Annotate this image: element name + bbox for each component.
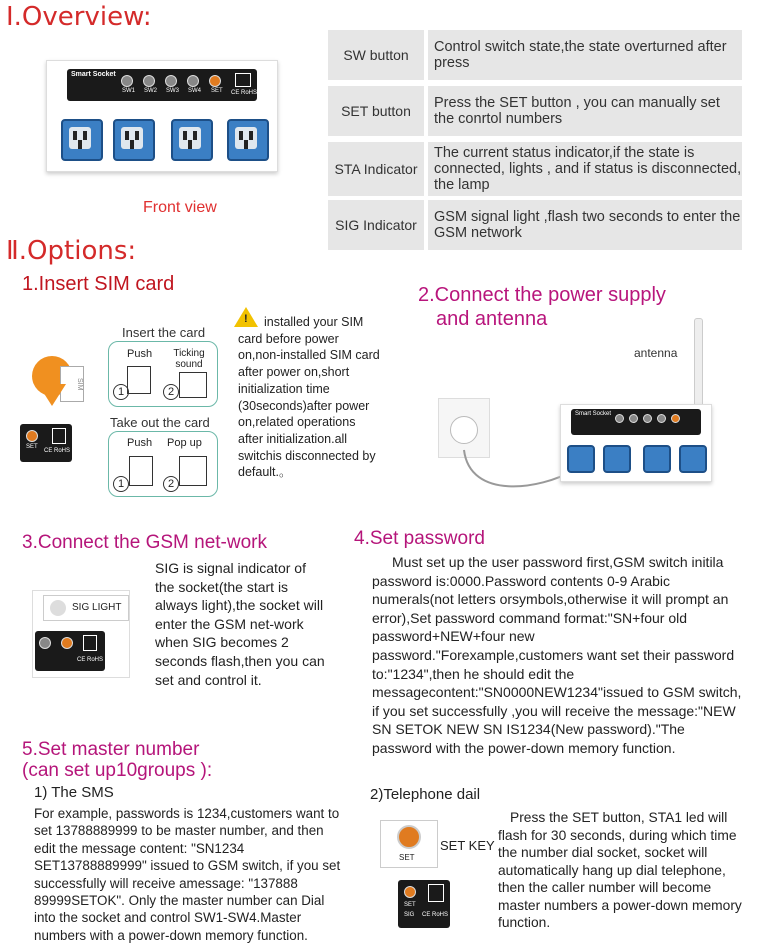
ticking-label: Ticking sound xyxy=(173,348,205,370)
section-3-text: SIG is signal indicator of the socket(the start is always light),the socket will enter the GSM net-work when SIG becomes 2 seconds flash,then you can set and control it. xyxy=(155,560,325,688)
set-label: SET xyxy=(26,444,38,450)
table-desc: GSM signal light ,flash two seconds to enter the GSM network xyxy=(428,200,742,250)
overview-title: Ⅰ.Overview: xyxy=(6,2,152,32)
card-slot-icon xyxy=(127,366,151,394)
set-key-illustration xyxy=(380,820,500,936)
set-knob xyxy=(671,414,680,423)
sw4-knob xyxy=(39,637,51,649)
table-row xyxy=(328,30,742,80)
socket-4 xyxy=(227,119,269,161)
table-desc: Press the SET button , you can manually set the conrtol numbers xyxy=(428,86,742,136)
sw1-label: SW1 xyxy=(122,88,136,94)
table-label: SW button xyxy=(328,30,424,80)
card-slot-icon xyxy=(179,372,207,398)
set-knob xyxy=(61,637,73,649)
popup-label: Pop up xyxy=(167,437,202,449)
set-key-label: SET KEY xyxy=(440,838,495,853)
cert-label: CE RoHS xyxy=(44,448,71,454)
sim-panel xyxy=(20,424,72,462)
cert-label: CE RoHS xyxy=(77,657,104,663)
table-row xyxy=(328,86,742,136)
device-label: Smart Socket xyxy=(575,411,612,417)
front-view-caption: Front view xyxy=(143,199,217,216)
sw-knob xyxy=(629,414,638,423)
device-label: Smart Socket xyxy=(71,71,116,78)
sw3-knob xyxy=(165,75,177,87)
sig-illustration xyxy=(32,590,130,678)
card-slot-icon xyxy=(129,456,153,486)
insert-card-diagram xyxy=(108,341,218,407)
table-desc: Control switch state,the state overturned after press xyxy=(428,30,742,80)
sw-knob xyxy=(643,414,652,423)
section-2-title: 2.Connect the power supply xyxy=(418,284,666,306)
sim-illustration xyxy=(20,350,86,462)
down-arrow-icon xyxy=(38,384,66,406)
sig-panel xyxy=(35,631,105,671)
take-out-heading: Take out the card xyxy=(110,415,210,430)
socket-3 xyxy=(171,119,213,161)
set-key-panel xyxy=(398,880,450,928)
sig-light-icon xyxy=(50,600,66,616)
device-front-view xyxy=(46,60,278,172)
section-1-title: 1.Insert SIM card xyxy=(22,273,175,295)
cert-label: CE RoHS xyxy=(422,912,449,918)
warning-icon-mark: ! xyxy=(244,313,248,325)
sw-knob xyxy=(615,414,624,423)
control-panel xyxy=(571,409,701,435)
device-side-view xyxy=(560,404,712,482)
socket xyxy=(679,445,707,473)
set-label: SET xyxy=(211,88,223,94)
take-out-diagram xyxy=(108,431,218,497)
sim-slot xyxy=(235,73,251,87)
section-3-title: 3.Connect the GSM net-work xyxy=(22,532,267,553)
step-1: 1 xyxy=(113,476,129,492)
sig-label: SIG xyxy=(404,912,415,918)
section-4-title: 4.Set password xyxy=(354,528,485,549)
sms-subtitle: 1) The SMS xyxy=(34,784,114,801)
table-label: SIG Indicator xyxy=(328,200,424,250)
table-row xyxy=(328,142,742,196)
table-row xyxy=(328,200,742,250)
insert-card-heading: Insert the card xyxy=(122,325,206,340)
set-key-icon xyxy=(397,825,421,849)
antenna xyxy=(694,318,703,412)
socket xyxy=(567,445,595,473)
table-label: STA Indicator xyxy=(328,142,424,196)
table-label: SET button xyxy=(328,86,424,136)
telephone-text: Press the SET button, STA1 led will flash for 30 seconds, during which time the number dial socket, socket will automatically hang up dial telephone, then the caller number will become master numbers a power-down memory function. xyxy=(498,810,742,930)
sim-slot xyxy=(52,428,66,444)
socket xyxy=(603,445,631,473)
control-panel xyxy=(67,69,257,101)
sw4-label: SW4 xyxy=(188,88,202,94)
sw-knob xyxy=(657,414,666,423)
set-knob xyxy=(26,430,38,442)
card-slot-icon xyxy=(179,456,207,486)
sim-slot xyxy=(428,884,444,902)
sig-light-callout xyxy=(43,595,129,621)
push-label: Push xyxy=(127,437,153,449)
set-key-small-label: SET xyxy=(399,853,415,862)
sim-card: SIM xyxy=(60,366,84,402)
section-5-title: 5.Set master number xyxy=(22,739,200,760)
set-knob xyxy=(404,886,416,898)
socket xyxy=(643,445,671,473)
sw1-knob xyxy=(121,75,133,87)
socket-1 xyxy=(61,119,103,161)
sw3-label: SW3 xyxy=(166,88,180,94)
cert-label: CE RoHS xyxy=(231,90,258,96)
section-4-text: Must set up the user password first,GSM switch initila password is:0000.Password contents 0-9 Arabic numerals(not letters orsymbols,otherwise it will prompt an error),Set password command format:"SN+four old password+NEW+four new password."Forexample,customers want set their password to:"1234",then he should edit the messagecontent:"SN0000NEW1234"issued to GSM switch, if you set successfully ,you will receive the message:"NEW SN SETOK NEW SN IS1234(New password)."The password with the power-down memory function. xyxy=(372,554,742,756)
set-knob xyxy=(209,75,221,87)
table-desc: The current status indicator,if the state is connected, lights , and if status is disconnected, the lamp xyxy=(428,142,742,196)
warning-text: installed your SIM card before power on,non-installed SIM card after power on,short initialization time (30seconds)after power on,related operations after initialization.all switchis disconnected by default.。 xyxy=(238,315,380,480)
step-2: 2 xyxy=(163,476,179,492)
antenna-label: antenna xyxy=(634,346,678,360)
step-2: 2 xyxy=(163,384,179,400)
sig-light-label: SIG LIGHT xyxy=(72,602,122,613)
push-label: Push xyxy=(127,348,153,360)
section-5-text: For example, passwords is 1234,customers want to set 13788889999 to be master number, and then edit the message content: "SN1234 SET13788889999" issued to GSM switch, if you set successfully will receive amessage: "137888 89999SETOK". Only the master number can Dial into the socket and control SW1-SW4.Master numbers with a power-down memory function. xyxy=(34,806,341,943)
telephone-subtitle: 2)Telephone dail xyxy=(370,786,481,803)
section-5-title-line2: (can set up10groups ): xyxy=(22,760,213,781)
set-key-callout xyxy=(380,820,438,868)
sim-slot xyxy=(83,635,97,651)
set-label: SET xyxy=(404,902,416,908)
section-2-title-line2: and antenna xyxy=(436,308,548,330)
socket-2 xyxy=(113,119,155,161)
sw2-knob xyxy=(143,75,155,87)
options-title: Ⅱ.Options: xyxy=(6,236,137,266)
sw2-label: SW2 xyxy=(144,88,158,94)
sw4-knob xyxy=(187,75,199,87)
step-1: 1 xyxy=(113,384,129,400)
